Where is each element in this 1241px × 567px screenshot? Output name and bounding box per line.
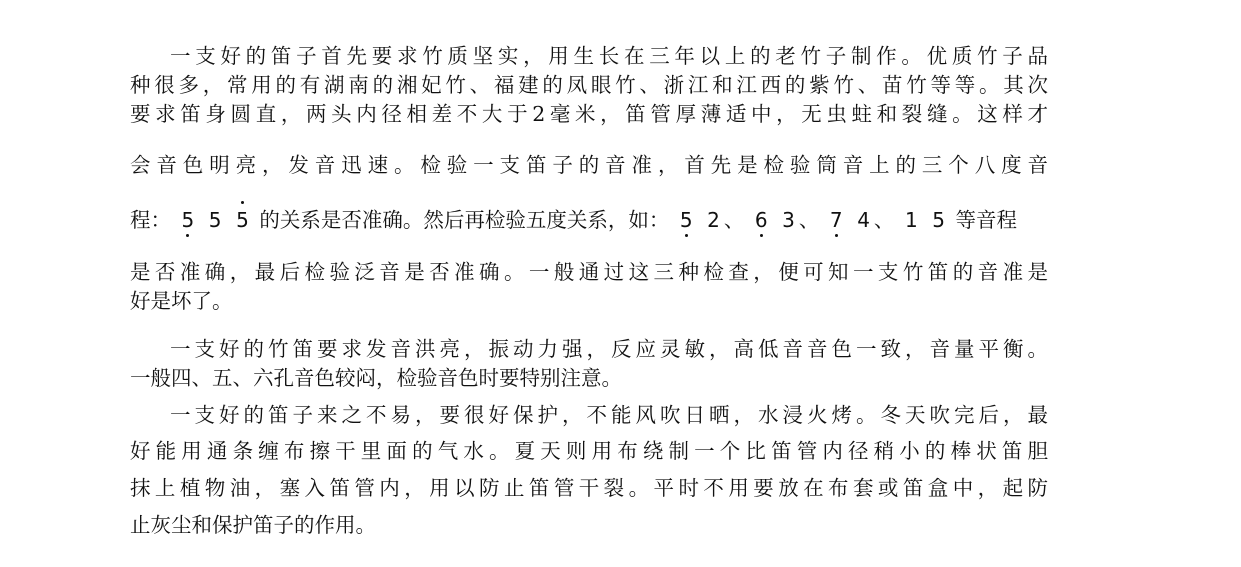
fifth-pair-2-a: 6 <box>754 208 768 232</box>
paragraph-1-line-4: 会音色明亮，发音迅速。检验一支笛子的音准，首先是检验筒音上的三个八度音 <box>130 153 1048 177</box>
octave-note-low: 5 <box>181 208 195 232</box>
fifth-pair-3-a: 7 <box>829 208 843 232</box>
paragraph-2-line-2: 一般四、五、六孔音色较闷，检验音色时要特别注意。 <box>130 366 622 390</box>
paragraph-1-line-3: 要求笛身圆直，两头内径相差不大于2毫米，笛管厚薄适中，无虫蛀和裂缝。这样才 <box>130 102 1048 126</box>
notation-prefix: 程： <box>130 208 171 232</box>
octave-note-mid: 5 <box>208 208 222 232</box>
paragraph-3-line-1: 一支好的笛子来之不易，要很好保护，不能风吹日晒，水浸火烤。冬天吹完后，最 <box>170 403 1048 427</box>
fifth-pair-4-a: 1 <box>904 208 918 232</box>
paragraph-2-line-1: 一支好的竹笛要求发音洪亮，振动力强，反应灵敏，高低音音色一致，音量平衡。 <box>170 337 1048 361</box>
octave-note-high: 5 <box>236 208 249 232</box>
paragraph-3-line-4: 止灰尘和保护笛子的作用。 <box>130 513 376 537</box>
separator: 、 <box>873 208 895 232</box>
notation-suffix: 等音程 <box>955 208 1017 232</box>
paragraph-1-line-2: 种很多，常用的有湖南的湘妃竹、福建的凤眼竹、浙江和江西的紫竹、苗竹等等。其次 <box>130 73 1048 97</box>
paragraph-3-line-3: 抹上植物油，塞入笛管内，用以防止笛管干裂。平时不用要放在布套或笛盒中，起防 <box>130 476 1048 500</box>
paragraph-1-line-7: 好是坏了。 <box>130 289 233 313</box>
fifth-pair-3-b: 4 <box>857 208 870 232</box>
separator: 、 <box>798 208 820 232</box>
fifth-pair-2-b: 3 <box>782 208 795 232</box>
separator: 、 <box>723 208 745 232</box>
fifth-pair-1-a: 5 <box>679 208 693 232</box>
notation-middle-text: 的关系是否准确。然后再检验五度关系，如： <box>259 208 670 232</box>
notation-line <box>130 207 1048 233</box>
paragraph-3-line-2: 好能用通条缠布擦干里面的气水。夏天则用布绕制一个比笛管内径稍小的棒状笛胆 <box>130 439 1048 463</box>
paragraph-1-line-6: 是否准确，最后检验泛音是否准确。一般通过这三种检查，便可知一支竹笛的音准是 <box>130 260 1048 284</box>
fifth-pair-1-b: 2 <box>707 208 720 232</box>
paragraph-1-line-1: 一支好的笛子首先要求竹质坚实，用生长在三年以上的老竹子制作。优质竹子品 <box>170 44 1048 68</box>
fifth-pair-4-b: 5 <box>932 208 945 232</box>
